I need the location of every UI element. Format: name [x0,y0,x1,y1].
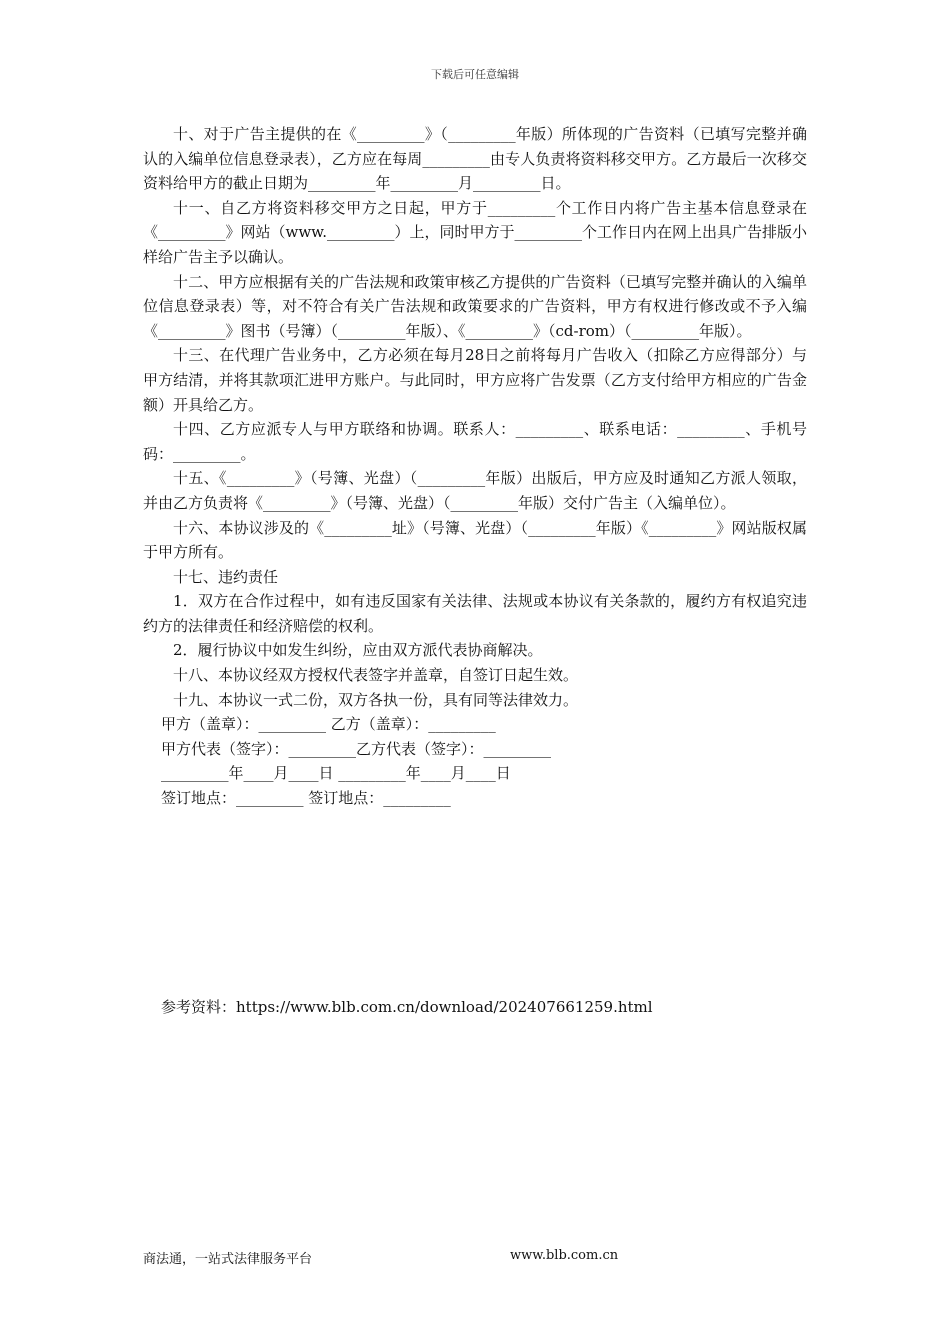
reference-link: 参考资料：https://www.blb.com.cn/download/202407661259.html [161,998,653,1016]
footer-slogan: 商法通，一站式法律服务平台 [143,1252,313,1267]
clause-10: 十、对于广告主提供的在《_________》（_________年版）所体现的广告资料（已填写完整并确认的入编单位信息登录表），乙方应在每周_________由专人负责将资料移交甲方。乙方最后一次移交资料给甲方的截止日期为_________年_________月_________日。 [143,125,807,193]
clause-17-heading: 十七、违约责任 [173,567,279,586]
representative-line: 甲方代表（签字）：_________乙方代表（签字）：_________ [161,739,552,758]
signing-place-line: 签订地点：_________ 签订地点：_________ [161,789,451,808]
clause-17-item-2: 2．履行协议中如发生纠纷，应由双方派代表协商解决。 [173,641,543,660]
clause-17-item-1: 1．双方在合作过程中，如有违反国家有关法律、法规或本协议有关条款的，履约方有权追究违约方的法律责任和经济赔偿的权利。 [143,592,807,635]
seal-line: 甲方（盖章）：_________ 乙方（盖章）：_________ [161,715,496,734]
clause-18: 十八、本协议经双方授权代表签字并盖章，自签订日起生效。 [173,666,579,685]
contract-body [143,122,807,811]
clause-13: 十三、在代理广告业务中，乙方必须在每月28日之前将每月广告收入（扣除乙方应得部分）与甲方结清，并将其款项汇进甲方账户。与此同时，甲方应将广告发票（乙方支付给甲方相应的广告金额）开具给乙方。 [143,346,807,414]
clause-12: 十二、甲方应根据有关的广告法规和政策审核乙方提供的广告资料（已填写完整并确认的入编单位信息登录表）等，对不符合有关广告法规和政策要求的广告资料，甲方有权进行修改或不予入编《_________》图书（号簿）（_________年版）、《_________》（cd-rom）（_________年版）。 [143,272,807,340]
clause-15: 十五、《_________》（号簿、光盘）（_________年版）出版后，甲方应及时通知乙方派人领取，并由乙方负责将《_________》（号簿、光盘）（_________年版）交付广告主（入编单位）。 [143,469,807,512]
footer-website: www.blb.com.cn [510,1248,619,1263]
clause-19: 十九、本协议一式二份，双方各执一份，具有同等法律效力。 [173,690,579,709]
clause-16: 十六、本协议涉及的《_________址》（号簿、光盘）（_________年版）《_________》网站版权属于甲方所有。 [143,518,807,562]
page-header-note: 下载后可任意编辑 [431,68,519,81]
clause-11: 十一、自乙方将资料移交甲方之日起，甲方于_________个工作日内将广告主基本信息登录在《_________》网站（www._________）上，同时甲方于_________个工作日内在网上出具广告排版小样给广告主予以确认。 [143,198,808,266]
clause-14: 十四、乙方应派专人与甲方联络和协调。联系人：_________、联系电话：_________、手机号码：_________。 [143,420,807,463]
date-line: _________年____月____日 _________年____月____日 [161,764,511,783]
